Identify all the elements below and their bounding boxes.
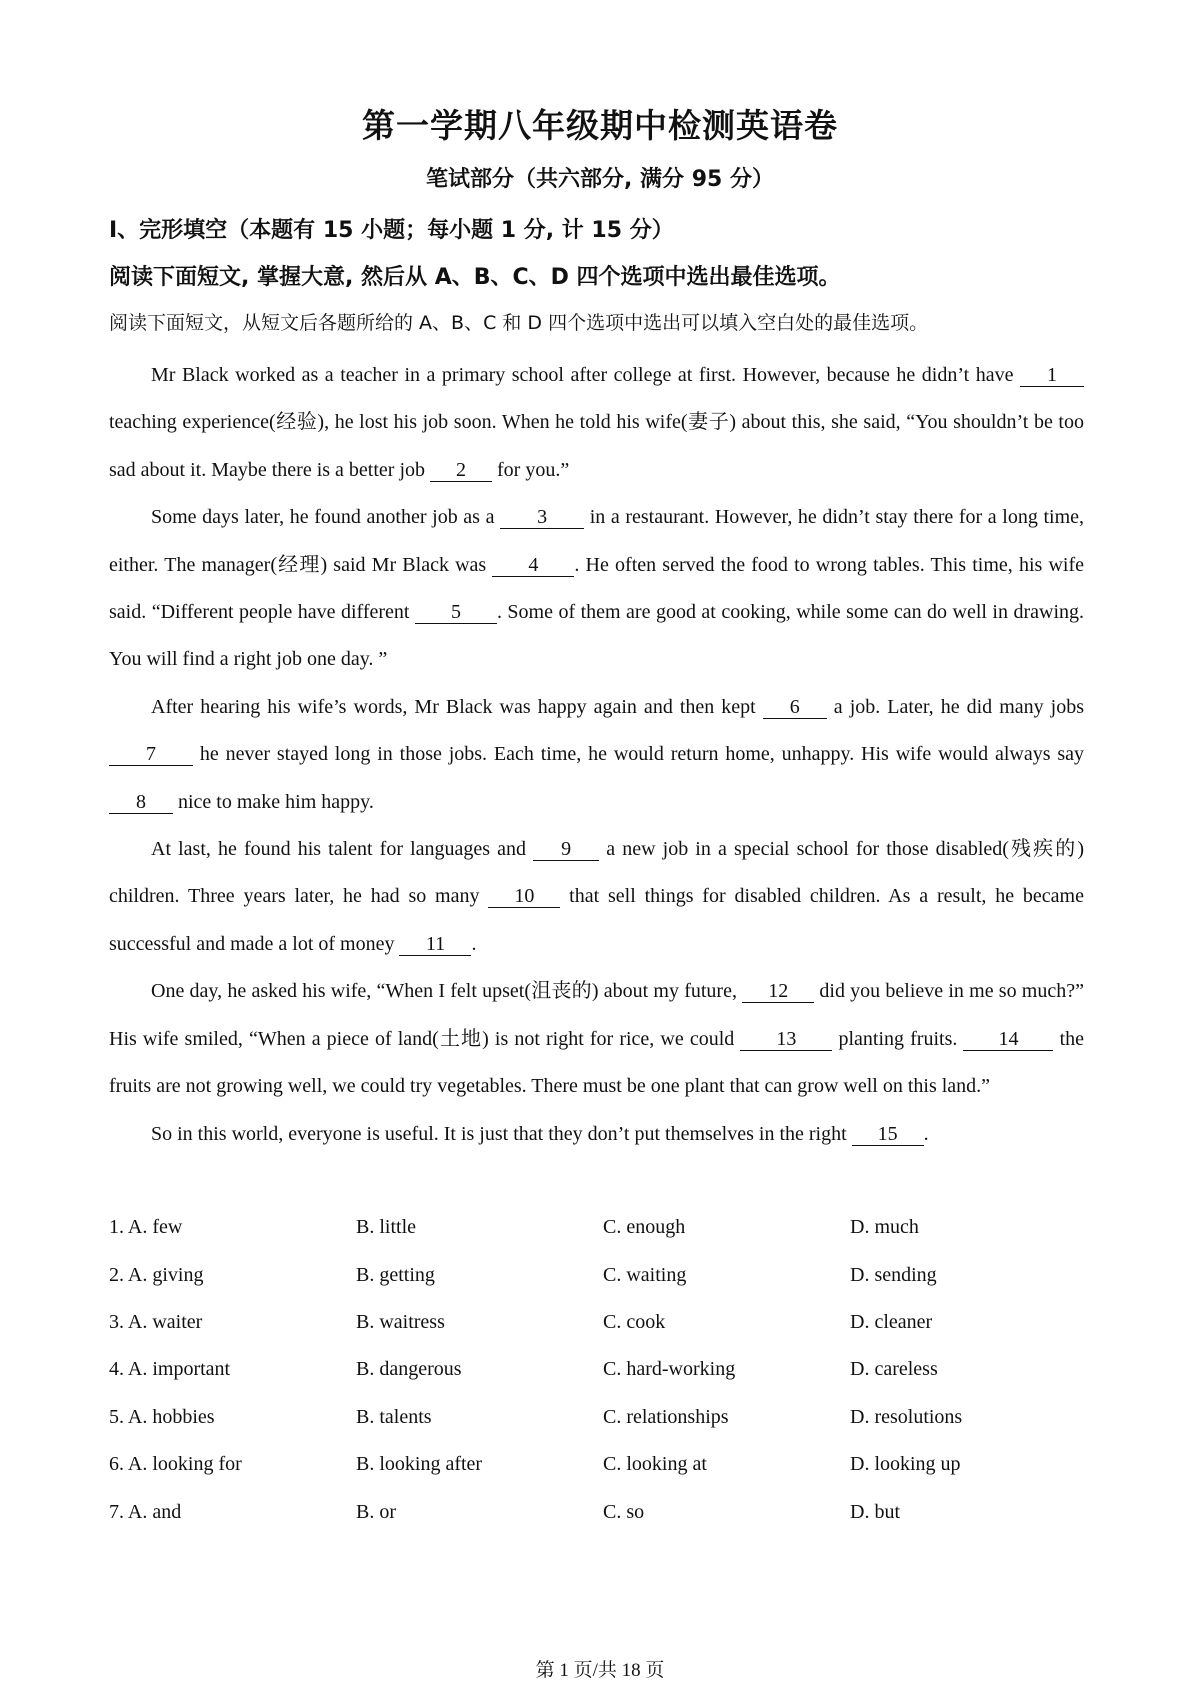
blank-2: 2: [430, 459, 492, 482]
option-a: 2. A. giving: [109, 1263, 204, 1286]
cloze-passage: [109, 352, 1084, 1158]
option-b: B. waitress: [356, 1310, 445, 1333]
passage-text: a new job in a special school for those disabled(残疾的) children. Three years later, he had so many: [109, 838, 1084, 908]
option-c: C. looking at: [603, 1453, 707, 1476]
passage-text: .: [471, 932, 477, 955]
question-1-options: [109, 1204, 1099, 1251]
blank-10: 10: [488, 885, 560, 908]
blank-5: 5: [415, 601, 497, 624]
option-d: D. sending: [850, 1263, 937, 1286]
passage-text: nice to make him happy.: [173, 790, 374, 813]
option-b: B. looking after: [356, 1453, 483, 1476]
blank-9: 9: [533, 838, 599, 861]
option-a: 7. A. and: [109, 1500, 182, 1523]
blank-3: 3: [500, 506, 584, 529]
blank-7: 7: [109, 743, 193, 766]
passage-text: teaching experience(经验), he lost his job soon. When he told his wife(妻子) about this, she said, “You shouldn’t be too sad about it. Maybe there is a better job: [109, 411, 1084, 481]
option-d: D. but: [850, 1500, 900, 1523]
passage-paragraph-2: [109, 494, 1084, 684]
option-c: C. hard-working: [603, 1358, 736, 1381]
question-4-options: [109, 1346, 1099, 1393]
page-number: 第 1 页/共 18 页: [535, 1660, 665, 1681]
blank-12: 12: [742, 980, 814, 1003]
page-title: 第一学期八年级期中检测英语卷: [362, 106, 838, 145]
question-5-options: [109, 1394, 1099, 1441]
passage-paragraph-1: [109, 352, 1084, 494]
passage-text: So in this world, everyone is useful. It is just that they don’t put themselves in the right: [151, 1122, 852, 1145]
instruction-text: 阅读下面短文，从短文后各题所给的 A、B、C 和 D 四个选项中选出可以填入空白处的最佳选项。: [109, 312, 929, 334]
passage-text: . Some of them are good at cooking, while some can do well in drawing. You will find a right job one day. ”: [109, 601, 1085, 671]
passage-text: that sell things for disabled children. As a result, he became successful and made a lot of money: [109, 885, 1084, 955]
question-6-options: [109, 1441, 1099, 1488]
option-a: 4. A. important: [109, 1358, 231, 1381]
option-c: C. waiting: [603, 1263, 687, 1286]
blank-11: 11: [399, 933, 471, 956]
option-c: C. cook: [603, 1310, 666, 1333]
passage-text: did you believe in me so much?” His wife smiled, “When a piece of land(土地) is not right for rice, we could: [109, 980, 1084, 1050]
question-7-options: [109, 1488, 1099, 1535]
passage-text: a job. Later, he did many jobs: [826, 695, 1085, 718]
option-b: B. getting: [356, 1263, 435, 1286]
option-a: 5. A. hobbies: [109, 1405, 215, 1428]
blank-8: 8: [109, 791, 173, 814]
option-d: D. resolutions: [850, 1405, 963, 1428]
section-heading: I、完形填空（本题有 15 小题；每小题 1 分, 计 15 分）: [109, 218, 674, 243]
option-b: B. talents: [356, 1405, 432, 1428]
passage-text: After hearing his wife’s words, Mr Black was happy again and then kept: [151, 695, 763, 718]
passage-paragraph-5: [109, 968, 1084, 1110]
option-c: C. enough: [603, 1216, 686, 1239]
blank-6: 6: [763, 696, 827, 719]
option-b: B. or: [356, 1500, 396, 1523]
passage-text: .: [923, 1122, 929, 1145]
option-c: C. relationships: [603, 1405, 729, 1428]
option-b: B. dangerous: [356, 1358, 462, 1381]
passage-text: Some days later, he found another job as a: [151, 506, 501, 529]
question-3-options: [109, 1299, 1099, 1346]
blank-13: 13: [740, 1028, 832, 1051]
instruction-bold: 阅读下面短文, 掌握大意, 然后从 A、B、C、D 四个选项中选出最佳选项。: [109, 265, 841, 290]
answer-options: [109, 1204, 1099, 1536]
passage-text: in a restaurant. However, he didn’t stay there for a long time, either. The manager(经理) said Mr Black was: [109, 506, 1085, 576]
passage-text: One day, he asked his wife, “When I felt upset(沮丧的) about my future,: [151, 980, 743, 1003]
blank-1: 1: [1020, 364, 1084, 387]
passage-paragraph-4: [109, 826, 1084, 968]
blank-15: 15: [852, 1123, 924, 1146]
option-c: C. so: [603, 1500, 645, 1523]
passage-text: he never stayed long in those jobs. Each time, he would return home, unhappy. His wife would always say: [193, 743, 1084, 766]
passage-paragraph-3: [109, 684, 1084, 826]
passage-text: Mr Black worked as a teacher in a primary school after college at first. However, because he didn’t have: [151, 364, 1020, 386]
page-subtitle: 笔试部分（共六部分, 满分 95 分）: [426, 167, 774, 192]
passage-paragraph-6: [109, 1111, 1084, 1158]
passage-text: the fruits are not growing well, we could try vegetables. There must be one plant that can grow well on this land.”: [109, 1027, 1085, 1098]
passage-text: for you.”: [492, 458, 570, 481]
option-d: D. cleaner: [850, 1310, 933, 1333]
blank-14: 14: [963, 1028, 1053, 1051]
option-d: D. much: [850, 1216, 919, 1239]
option-b: B. little: [356, 1216, 416, 1239]
option-a: 1. A. few: [109, 1216, 183, 1239]
option-d: D. looking up: [850, 1453, 961, 1476]
option-a: 6. A. looking for: [109, 1453, 242, 1476]
passage-text: . He often served the food to wrong tables. This time, his wife said. “Different people have different: [109, 553, 1084, 624]
passage-text: planting fruits.: [832, 1027, 964, 1050]
passage-text: At last, he found his talent for languages and: [151, 838, 534, 861]
option-d: D. careless: [850, 1358, 938, 1381]
option-a: 3. A. waiter: [109, 1310, 203, 1333]
question-2-options: [109, 1251, 1099, 1298]
blank-4: 4: [492, 554, 574, 577]
